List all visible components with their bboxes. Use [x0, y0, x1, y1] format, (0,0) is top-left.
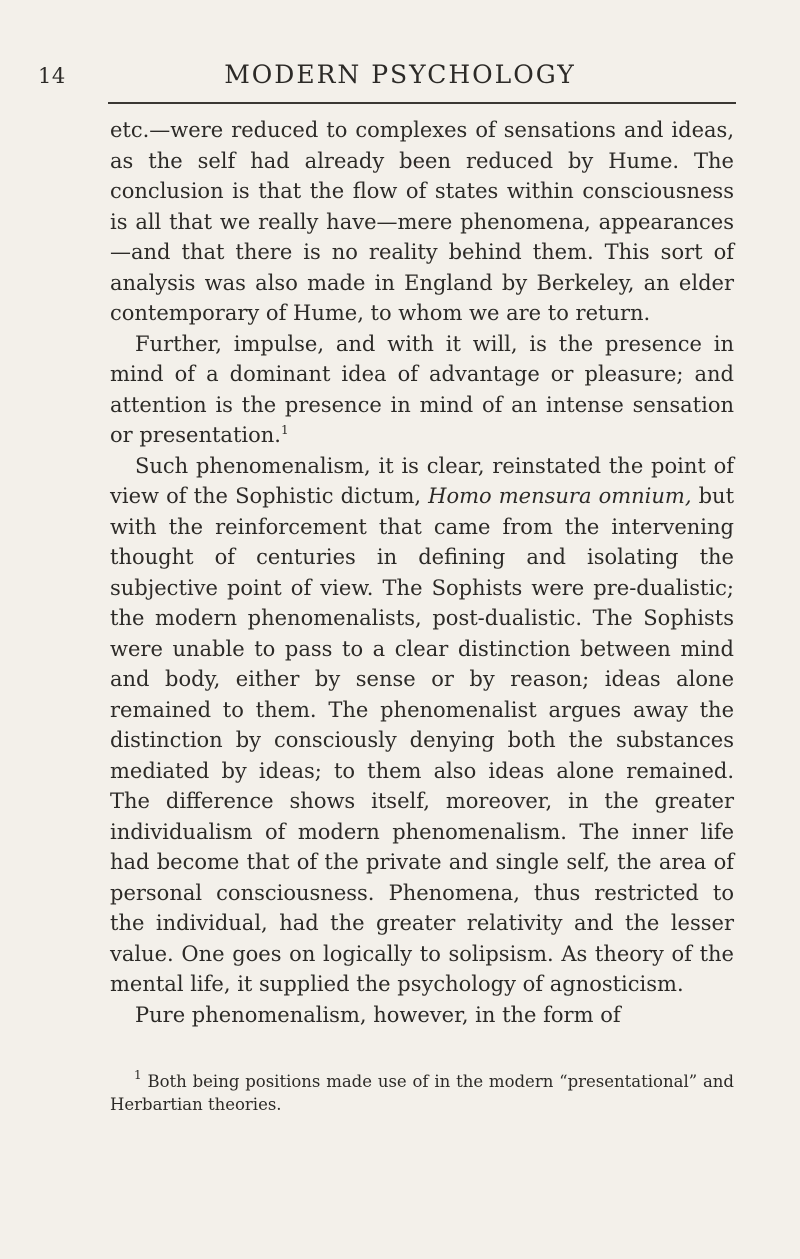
- footnote-text: Both being positions made use of in the modern “presentational” and Herbartian theories.: [110, 1072, 734, 1114]
- footnote-marker: 1: [134, 1068, 142, 1082]
- running-head: MODERN PSYCHOLOGY: [224, 60, 576, 89]
- body-text: [110, 115, 734, 1030]
- paragraph-2: [110, 329, 734, 451]
- footnote: [110, 1070, 734, 1116]
- paragraph-3-text-end: but with the reinforcement that came from the intervening thought of centuries in defining and isolating the subjective point of view. The Sophists were pre-dualistic; the modern phenomenalists, post-dualistic. The Sophists were unable to pass to a clear distinction between mind and body, either by sense or by reason; ideas alone remained to them. The phenomenalist argues away the distinction by consciously denying both the substances mediated by ideas; to them also ideas alone remained. The difference shows itself, moreover, in the greater individualism of modern phenomenalism. The inner life had become that of the private and single self, the area of personal consciousness. Phenomena, thus restricted to the individual, had the greater relativity and the lesser value. One goes on logically to solipsism. As theory of the mental life, it supplied the psychology of agnosticism.: [110, 484, 735, 996]
- paragraph-3: [110, 451, 734, 1000]
- paragraph-3-text-start: Such phenomenalism, it is clear, reinstated the point of view of the Sophistic dictum,: [110, 453, 734, 508]
- latin-dictum: Homo mensura omnium,: [428, 484, 692, 508]
- paragraph-4: Pure phenomenalism, however, in the form of: [135, 1002, 621, 1027]
- paragraph-1: etc.—were reduced to complexes of sensations and ideas, as the self had already been reduced by Hume. The conclusion is that the flow of states within consciousness is all that we really have—mere phenomena, appearances—and that there is no reality behind them. This sort of analysis was also made in England by Berkeley, an elder contemporary of Hume, to whom we are to return.: [110, 118, 734, 325]
- paragraph-2-text: Further, impulse, and with it will, is the presence in mind of a dominant idea of advantage or pleasure; and attention is the presence in mind of an intense sensation or presentation.: [110, 331, 734, 447]
- header-rule: [108, 102, 736, 104]
- footnote-ref: 1: [280, 423, 289, 437]
- page-number: 14: [38, 64, 66, 88]
